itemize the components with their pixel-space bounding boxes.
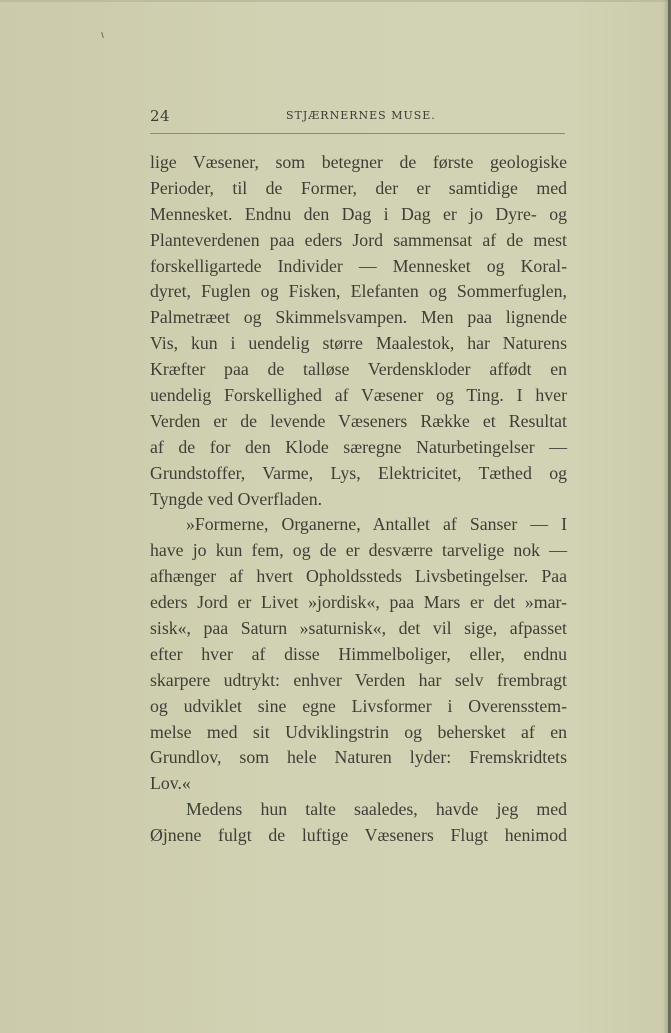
page-header bbox=[150, 107, 566, 129]
text-line: afhænger af hvert Opholdssteds Livsbetingelser. Paa bbox=[150, 566, 567, 587]
header-rule bbox=[150, 133, 565, 134]
text-line: efter hver af disse Himmelboliger, eller, endnu bbox=[150, 643, 567, 664]
text-line: Kræfter paa de talløse Verdenskloder affødt en bbox=[150, 359, 567, 380]
text-line: Vis, kun i uendelig større Maalestok, har Naturens bbox=[150, 333, 567, 354]
text-line: og udviklet sine egne Livsformer i Overensstem- bbox=[150, 695, 567, 716]
text-line: »Formerne, Organerne, Antallet af Sanser — I bbox=[186, 514, 567, 535]
text-line: Planteverdenen paa eders Jord sammensat af de mest bbox=[150, 229, 567, 250]
text-line: Grundstoffer, Varme, Lys, Elektricitet, Tæthed og bbox=[150, 462, 567, 483]
body-text bbox=[150, 150, 567, 849]
text-line: sisk«, paa Saturn »saturnisk«, det vil sige, afpasset bbox=[150, 618, 567, 639]
text-line: Verden er de levende Væseners Række et Resultat bbox=[150, 410, 567, 431]
stray-mark bbox=[101, 32, 104, 38]
page-number: 24 bbox=[150, 107, 171, 125]
text-line: lige Væsener, som betegner de første geologiske bbox=[150, 152, 567, 172]
text-line: Lov.« bbox=[150, 773, 191, 794]
text-line: Medens hun talte saaledes, havde jeg med bbox=[186, 799, 567, 820]
text-line: melse med sit Udviklingstrin og behersket af en bbox=[150, 721, 567, 742]
text-line: Palmetræet og Skimmelsvampen. Men paa lignende bbox=[150, 307, 567, 328]
page-top-edge bbox=[0, 0, 671, 2]
text-line: Grundlov, som hele Naturen lyder: Fremskridtets bbox=[150, 747, 567, 768]
text-line: have jo kun fem, og de er desværre tarvelige nok — bbox=[150, 540, 567, 561]
text-line: eders Jord er Livet »jordisk«, paa Mars er det »mar- bbox=[150, 592, 567, 613]
text-line: Mennesket. Endnu den Dag i Dag er jo Dyre- og bbox=[150, 203, 567, 224]
text-line: Perioder, til de Former, der er samtidige med bbox=[150, 177, 567, 198]
text-line: af de for den Klode særegne Naturbetingelser — bbox=[150, 436, 567, 457]
text-line: skarpere udtrykt: enhver Verden har selv frembragt bbox=[150, 669, 567, 690]
text-line: Tyngde ved Overfladen. bbox=[150, 488, 323, 509]
running-head: STJÆRNERNES MUSE. bbox=[286, 109, 436, 122]
text-line: dyret, Fuglen og Fisken, Elefanten og Sommerfuglen, bbox=[150, 281, 567, 302]
text-line: Øjnene fulgt de luftige Væseners Flugt henimod bbox=[150, 825, 567, 846]
text-line: forskelligartede Individer — Mennesket og Koral- bbox=[150, 255, 567, 276]
text-line: uendelig Forskellighed af Væsener og Ting. I hver bbox=[150, 385, 567, 406]
